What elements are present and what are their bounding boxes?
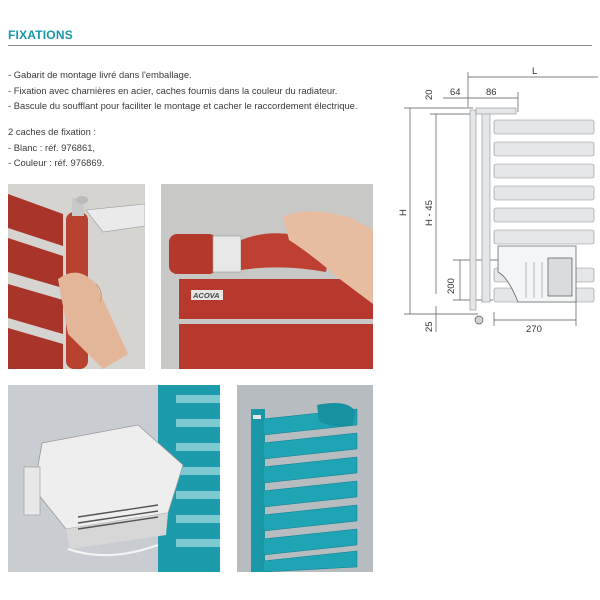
dim-label-86: 86 <box>486 87 497 98</box>
cache-ref-color: - Couleur : réf. 976869. <box>8 157 105 169</box>
dim-label-20: 20 <box>424 89 435 100</box>
title-divider <box>8 45 592 46</box>
feature-item: - Gabarit de montage livré dans l'emballage. <box>8 69 192 80</box>
dim-label-H: H <box>398 209 409 216</box>
photo-red-hinge-mounting <box>8 184 145 369</box>
dimension-diagram <box>398 62 598 342</box>
caches-info <box>8 124 104 171</box>
brand-label: ACOVA <box>193 291 220 300</box>
photo-red-cache-closing <box>161 184 373 369</box>
photo-teal-radiator <box>237 385 373 572</box>
dim-label-200: 200 <box>446 278 457 294</box>
dim-label-L: L <box>532 66 538 77</box>
cache-ref-white: - Blanc : réf. 976861, <box>8 141 96 153</box>
photo-blower-unit <box>8 385 220 572</box>
feature-item: - Fixation avec charnières en acier, caches fournis dans la couleur du radiateur. <box>8 84 338 96</box>
dim-label-64: 64 <box>450 87 461 98</box>
feature-item: - Bascule du soufflant pour faciliter le montage et cacher le raccordement électrique. <box>8 100 358 112</box>
dim-label-25: 25 <box>424 321 435 332</box>
caches-heading: 2 caches de fixation : <box>8 126 97 137</box>
section-title: FIXATIONS <box>8 28 73 42</box>
dim-label-270: 270 <box>526 324 542 335</box>
dim-label-H-45: H - 45 <box>424 200 435 226</box>
feature-list <box>8 67 358 114</box>
